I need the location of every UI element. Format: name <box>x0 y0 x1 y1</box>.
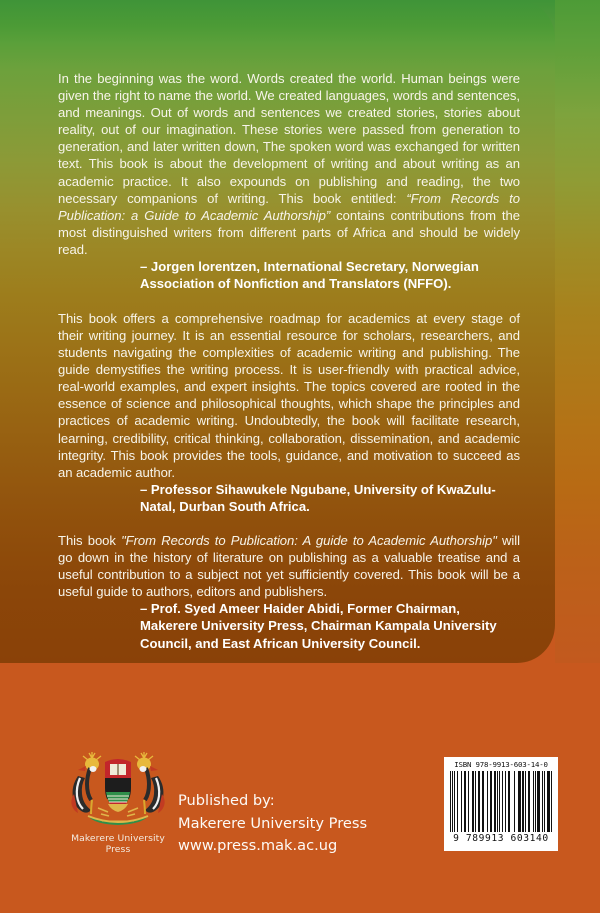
endorsement-2-attribution: – Professor Sihawukele Ngubane, University of KwaZulu-Natal, Durban South Africa. <box>140 481 496 515</box>
endorsement-1-book-title: “From Records to Publication: a Guide to Academic Authorship” <box>58 190 521 223</box>
endorsement-1-text-before: In the beginning was the word. Words created the world. Human beings were given the right to name the world. We created languages, words and sentences, and meanings. Out of words and sentences we created stories, stories about reality, out of our imagination. These stories were passed from generation to generation, and later written down, The spoken word was exchanged for written text. This book is about the development of writing and about writing as an academic practice. It also expounds on publishing and reading, the two necessary companions of writing. This book entitled: <box>58 71 520 206</box>
endorsement-3 <box>58 532 520 653</box>
publisher-info <box>178 790 367 858</box>
endorsement-1-text-after: contains contributions from the most distinguished writers from different parts of Africa and should be widely read. <box>58 207 520 257</box>
endorsement-3-text <box>58 532 520 600</box>
endorsement-3-text-after: will go down in the history of literature on publishing as a valuable treatise and a useful contribution to a subject not yet sufficiently covered. This book will be a useful guide to authors, editors and publishers. <box>58 532 520 599</box>
crested-crane-left-icon <box>71 752 101 814</box>
outer-right-strip <box>555 0 600 663</box>
makerere-coat-of-arms-icon <box>68 752 168 832</box>
publisher-logo-caption: Makerere University Press <box>71 833 165 855</box>
publisher-name: Makerere University Press <box>178 814 368 832</box>
spacer-1 <box>58 293 520 310</box>
barcode-bars <box>449 771 553 832</box>
endorsement-2-text <box>58 310 520 481</box>
endorsement-3-attribution: – Prof. Syed Ameer Haider Abidi, Former Chairman, Makerere University Press, Chairman Kampala University Council, and East African University Council. <box>140 600 497 651</box>
publisher-website[interactable]: www.press.mak.ac.ug <box>178 837 338 854</box>
endorsement-1-text <box>58 70 520 258</box>
ean-digits: 9 789913 603140 <box>453 833 549 844</box>
endorsement-1-attribution: – Jorgen lorentzen, International Secretary, Norwegian Association of Nonfiction and Translators (NFFO). <box>140 259 479 292</box>
endorsement-2-text-before: This book offers a comprehensive roadmap for academics at every stage of their writing journey. It is an essential resource for scholars, researchers, and students navigating the complexities of academic writing and publishing. The guide demystifies the writing process. It is user-friendly with practical advice, real-world examples, and expert insights. The topics covered are rooted in the essence of science and philosophical thoughts, which shape the principles and practices of academic writing. Undoubtedly, the book will facilitate research, learning, credibility, critical thinking, collaboration, dissemination, and academic integrity. This book provides the tools, guidance, and motivation to succeed as an academic author. <box>58 310 520 480</box>
endorsement-3-text-before: This book <box>58 532 122 548</box>
published-by-label: Published by: <box>178 792 275 809</box>
spacer-2 <box>58 516 520 532</box>
publisher-logo <box>62 752 174 855</box>
crested-crane-right-icon <box>135 752 165 814</box>
shield-icon <box>105 759 131 812</box>
panel-left-fill <box>0 0 60 663</box>
endorsement-1 <box>58 70 520 293</box>
isbn-barcode <box>444 757 558 851</box>
endorsement-2 <box>58 310 520 516</box>
isbn-text: ISBN 978-9913-603-14-0 <box>454 760 548 769</box>
endorsements-section <box>58 70 520 652</box>
endorsement-3-book-title: "From Records to Publication: A guide to Academic Authorship" <box>121 532 497 548</box>
